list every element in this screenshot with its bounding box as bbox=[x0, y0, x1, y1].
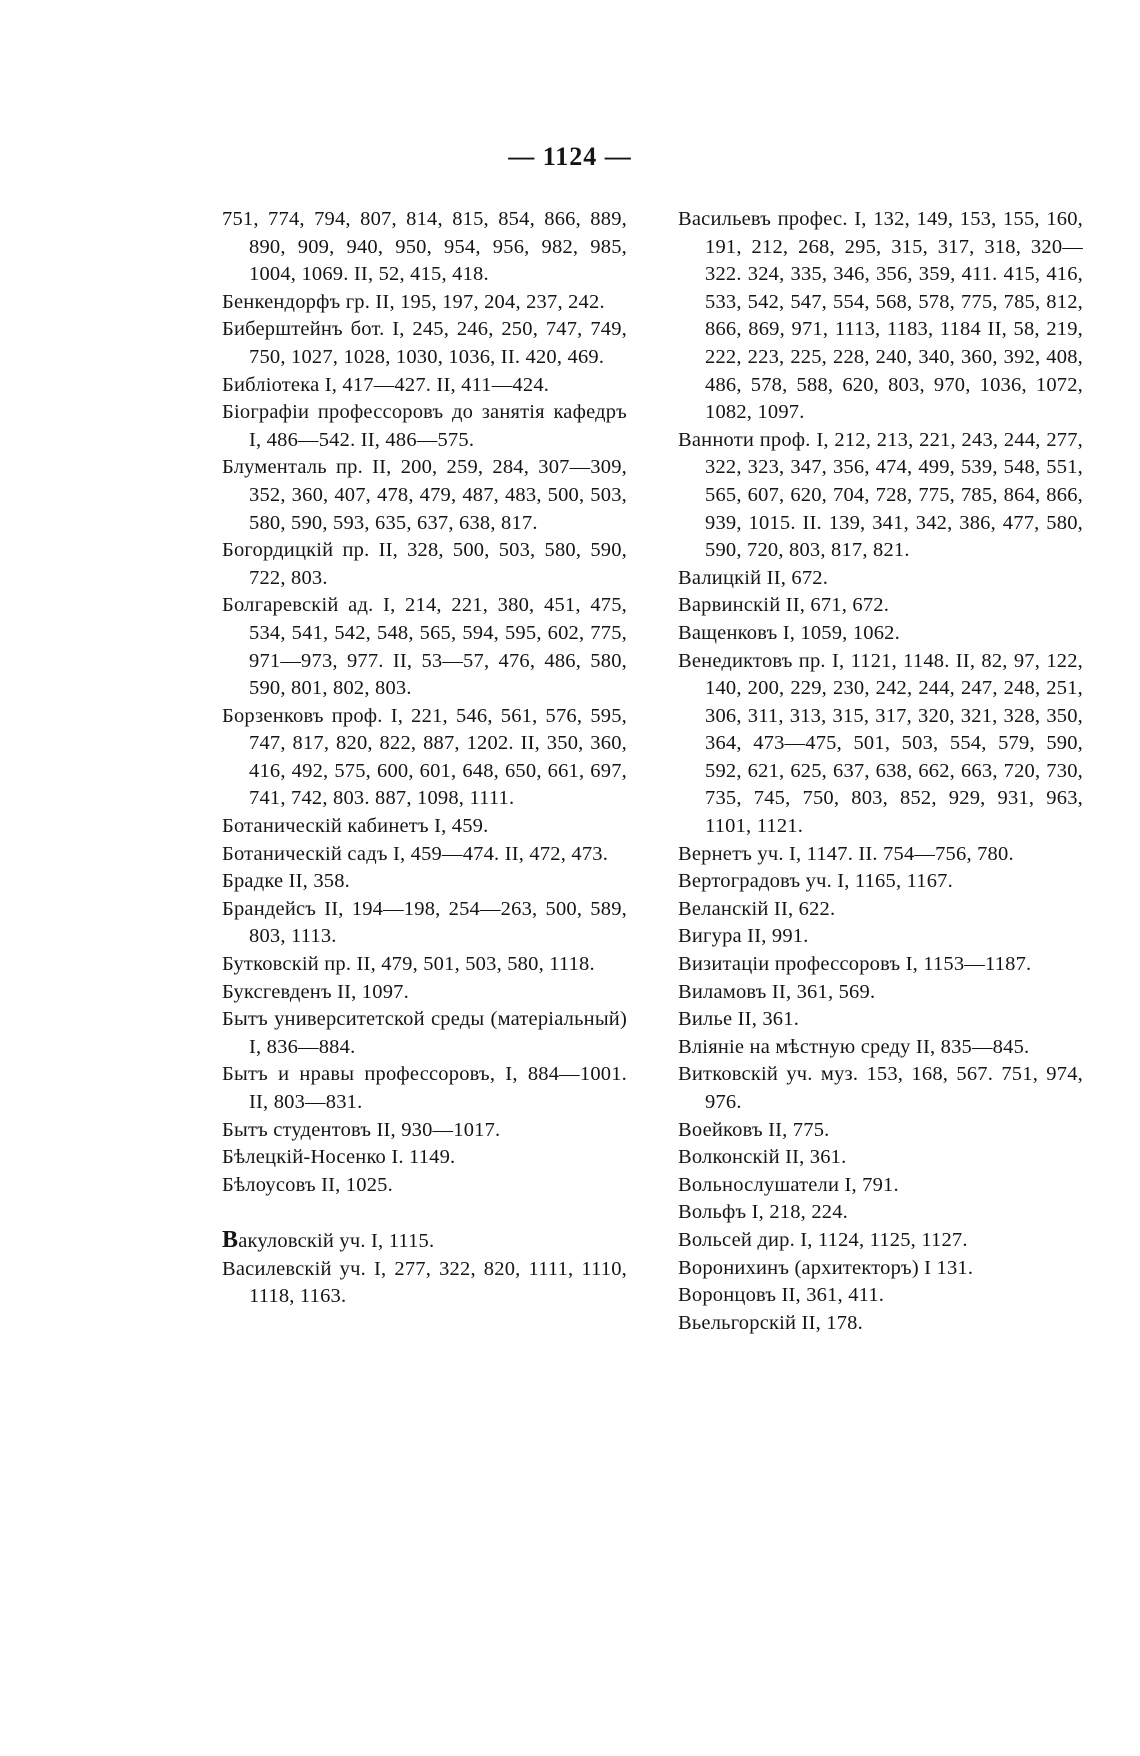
index-entry: Ботаническій садъ I, 459—474. II, 472, 473. bbox=[222, 842, 609, 865]
index-entry: Богордицкій пр. II, 328, 500, 503, 580, 590, 722, 803. bbox=[222, 539, 627, 589]
index-entry: Воейковъ II, 775. bbox=[678, 1118, 830, 1141]
index-entry: Бенкендорфъ гр. II, 195, 197, 204, 237, 242. bbox=[222, 290, 605, 313]
index-entry: Вольнослушатели I, 791. bbox=[678, 1173, 899, 1196]
index-entry: Вилье II, 361. bbox=[678, 1008, 800, 1031]
index-entry: Валицкій II, 672. bbox=[678, 566, 829, 589]
index-entry: Вигура II, 991. bbox=[678, 925, 809, 948]
index-entry: Васильевъ профес. I, 132, 149, 153, 155, 160, 191, 212, 268, 295, 315, 317, 318, 320—322. 324, 335, 346, 356, 359, 411. 415, 416, 533, 542, 547, 554, 568, 578, 775, 785, 812, 866, 869, 971, 1113, 1183, 1184 II, 58, 219, 222, 223, 225, 228, 240, 340, 360, 392, 408, 486, 578, 588, 620, 803, 970, 1036, 1072, 1082, 1097. bbox=[678, 208, 1083, 424]
section-gap bbox=[222, 1199, 627, 1227]
index-entry: Вольфъ I, 218, 224. bbox=[678, 1201, 848, 1224]
section-initial-letter: В bbox=[222, 1226, 239, 1253]
index-entry: Брандейсъ II, 194—198, 254—263, 500, 589, 803, 1113. bbox=[222, 897, 627, 948]
index-entry: Ботаническій кабинетъ I, 459. bbox=[222, 815, 489, 838]
index-entry bbox=[222, 1227, 627, 1256]
index-entry: Воронихинъ (архитекторъ) I 131. bbox=[678, 1256, 974, 1279]
index-entry: Варвинскій II, 671, 672. bbox=[678, 594, 890, 617]
index-entry: Бѣлецкій-Носенко I. 1149. bbox=[222, 1146, 456, 1169]
index-entry: Виламовъ II, 361, 569. bbox=[678, 980, 876, 1003]
index-entry: Воронцовъ II, 361, 411. bbox=[678, 1284, 885, 1307]
index-entry: Ващенковъ I, 1059, 1062. bbox=[678, 621, 900, 644]
index-entry: Бытъ студентовъ II, 930—1017. bbox=[222, 1118, 501, 1141]
index-entry-text: акуловскій уч. I, 1115. bbox=[238, 1229, 435, 1252]
index-entry: Бѣлоусовъ II, 1025. bbox=[222, 1173, 393, 1196]
index-entry: Биберштейнъ бот. I, 245, 246, 250, 747, 749, 750, 1027, 1028, 1030, 1036, II. 420, 469. bbox=[222, 318, 627, 368]
index-entry: Вертоградовъ уч. I, 1165, 1167. bbox=[678, 870, 953, 893]
index-entry: Бутковскій пр. II, 479, 501, 503, 580, 1118. bbox=[222, 953, 595, 976]
index-entry bbox=[222, 1256, 627, 1311]
index-entry: Венедиктовъ пр. I, 1121, 1148. II, 82, 97, 122, 140, 200, 229, 230, 242, 244, 247, 248, 251, 306, 311, 313, 315, 317, 320, 321, 328, 350, 364, 473—475, 501, 503, 554, 579, 590, 592, 621, 625, 637, 638, 662, 663, 720, 730, 735, 745, 750, 803, 852, 929, 931, 963, 1101, 1121. bbox=[678, 649, 1083, 838]
index-entry: Вольсей дир. I, 1124, 1125, 1127. bbox=[678, 1228, 968, 1251]
index-entry: Визитаціи профессоровъ I, 1153—1187. bbox=[678, 953, 1032, 976]
index-entry: Болгаревскій ад. I, 214, 221, 380, 451, 475, 534, 541, 542, 548, 565, 594, 595, 602, 775, 971—973, 977. II, 53—57, 476, 486, 580, 590, 801, 802, 803. bbox=[222, 594, 627, 700]
index-entry: Брадке II, 358. bbox=[222, 870, 351, 893]
index-entry: Біографіи профессоровъ до занятія кафедръ I, 486—542. II, 486—575. bbox=[222, 401, 627, 451]
index-entry: Веланскій II, 622. bbox=[678, 897, 836, 920]
index-entry: Бытъ и нравы профессоровъ, I, 884—1001. II, 803—831. bbox=[222, 1063, 627, 1113]
index-entry-text: Василевскій уч. I, 277, 322, 820, 1111, 1110, 1118, 1163. bbox=[222, 1257, 627, 1308]
index-entry: Вліяніе на мѣстную среду II, 835—845. bbox=[678, 1035, 1030, 1058]
index-entry: Витковскій уч. муз. 153, 168, 567. 751, 974, 976. bbox=[678, 1063, 1083, 1113]
index-entry: Вернетъ уч. I, 1147. II. 754—756, 780. bbox=[678, 842, 1014, 865]
index-entry: Волконскій II, 361. bbox=[678, 1146, 847, 1169]
index-entry: Блументаль пр. II, 200, 259, 284, 307—309, 352, 360, 407, 478, 479, 487, 483, 500, 503, 580, 590, 593, 635, 637, 638, 817. bbox=[222, 456, 627, 534]
page-number: — 1124 — bbox=[508, 142, 632, 171]
index-column-right bbox=[678, 206, 1083, 1337]
index-entry: Библіотека I, 417—427. II, 411—424. bbox=[222, 373, 550, 396]
index-entry: Буксгевденъ II, 1097. bbox=[222, 980, 409, 1003]
index-column-left bbox=[222, 206, 627, 1311]
index-entry: 751, 774, 794, 807, 814, 815, 854, 866, 889, 890, 909, 940, 950, 954, 956, 982, 985, 1004, 1069. II, 52, 415, 418. bbox=[222, 208, 627, 286]
index-entry: Борзенковъ проф. I, 221, 546, 561, 576, 595, 747, 817, 820, 822, 887, 1202. II, 350, 360, 416, 492, 575, 600, 601, 648, 650, 661, 697, 741, 742, 803. 887, 1098, 1111. bbox=[222, 704, 627, 810]
index-entry: Вьельгорскій II, 178. bbox=[678, 1311, 863, 1334]
index-entry: Бытъ университетской среды (матеріальный) I, 836—884. bbox=[222, 1008, 627, 1058]
index-entry: Ванноти проф. I, 212, 213, 221, 243, 244, 277, 322, 323, 347, 356, 474, 499, 539, 548, 551, 565, 607, 620, 704, 728, 775, 785, 864, 866, 939, 1015. II. 139, 341, 342, 386, 477, 580, 590, 720, 803, 817, 821. bbox=[678, 428, 1083, 562]
